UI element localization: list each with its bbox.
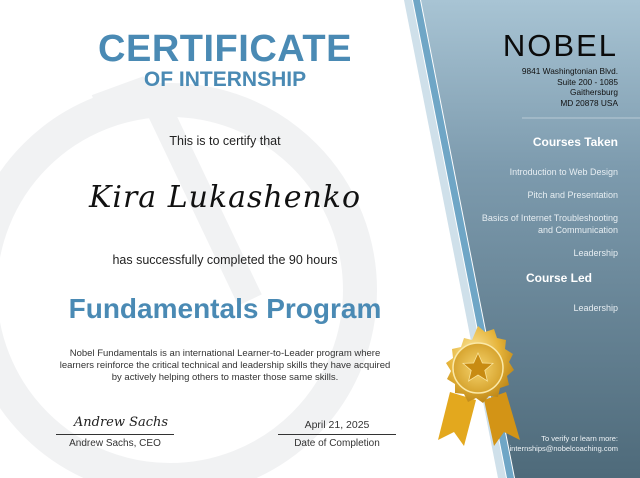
description-line: learners reinforce the critical technical and leadership skills they have acquired [59,360,391,371]
course-item-line: Pitch and Presentation [527,190,618,200]
recipient-name: Kira Lukashenko [88,180,362,215]
address-line: Gaithersburg [570,87,618,97]
course-item-line: and Communication [537,225,618,235]
course-item [527,189,618,201]
course-led-item [573,302,618,314]
certificate-subtitle: OF INTERNSHIP [143,68,307,91]
organization-address [522,66,618,108]
gold-star-seal-icon [428,322,528,452]
program-name: Fundamentals Program [68,293,382,324]
completion-text: has successfully completed the 90 hours [112,253,338,267]
ceo-signature: Andrew Sachs [73,415,169,430]
course-item [573,247,618,259]
address-line: Suite 200 - 1085 [557,76,618,87]
course-item-line: Leadership [573,303,618,313]
program-description [50,348,400,384]
course-item-line: Basics of Internet Troubleshooting [481,213,618,223]
course-item [510,166,618,178]
verify-email[interactable]: internships@nobelcoaching.com [509,443,618,453]
course-item-line: Introduction to Web Design [509,167,618,177]
address-line: MD 20878 USA [560,97,618,108]
course-item [482,212,618,236]
course-led-heading: Course Led [525,271,592,285]
signature-line [56,434,174,435]
verify-label: To verify or learn more: [541,434,618,443]
stopwatch-icon [556,32,580,62]
description-line: by actively helping others to master those same skills. [111,372,339,383]
date-line [278,434,396,435]
course-item-line: Leadership [573,248,618,258]
date-label: Date of Completion [294,438,380,449]
logo-text: NOBEL [502,28,618,63]
address-line: 9841 Washingtonian Blvd. [521,66,618,76]
signature-label: Andrew Sachs, CEO [69,438,161,449]
description-line: Nobel Fundamentals is an international Learner-to-Leader program where [69,348,381,359]
courses-taken-heading: Courses Taken [532,135,618,149]
completion-date: April 21, 2025 [304,419,370,431]
certificate-title: CERTIFICATE [98,28,352,70]
certify-text: This is to certify that [169,134,281,148]
